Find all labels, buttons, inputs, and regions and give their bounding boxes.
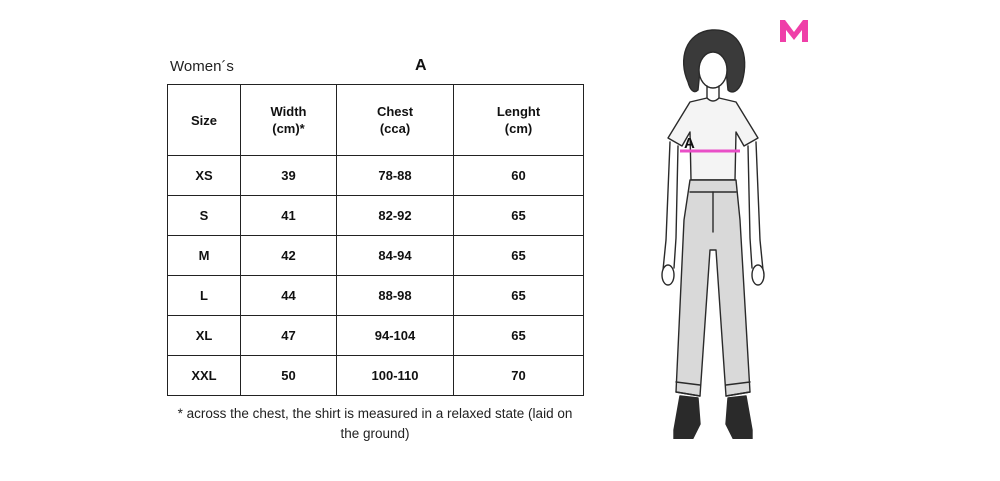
cell-length: 65	[454, 316, 584, 356]
tshirt-shape	[668, 98, 758, 180]
column-header-line: Chest	[376, 104, 414, 119]
cell-size: L	[168, 276, 241, 316]
cell-width: 41	[241, 196, 337, 236]
left-arm-shape	[663, 142, 678, 270]
left-shoe-shape	[674, 396, 700, 440]
cell-size: XS	[168, 156, 241, 196]
table-row	[168, 236, 584, 276]
cell-chest: 82-92	[337, 196, 454, 236]
cell-chest: 78-88	[337, 156, 454, 196]
model-illustration	[630, 20, 800, 460]
cell-size: XXL	[168, 356, 241, 396]
column-header-line: Size	[190, 112, 217, 128]
cell-width: 39	[241, 156, 337, 196]
table-header-row	[168, 85, 584, 156]
table-row	[168, 316, 584, 356]
column-header-line: (cm)	[504, 121, 533, 136]
table-row	[168, 156, 584, 196]
cell-chest: 84-94	[337, 236, 454, 276]
measure-letter: A	[415, 57, 427, 74]
right-shoe-shape	[726, 396, 752, 440]
cell-size: S	[168, 196, 241, 236]
cell-chest: 94-104	[337, 316, 454, 356]
gender-label: Women´s	[170, 58, 234, 75]
table-row	[168, 276, 584, 316]
column-header-line: Width	[270, 104, 307, 119]
right-hand-shape	[752, 265, 764, 285]
cell-length: 65	[454, 276, 584, 316]
column-header-line: Lenght	[496, 104, 541, 119]
cell-length: 65	[454, 236, 584, 276]
column-header-line: (cca)	[379, 121, 411, 136]
size-table	[167, 84, 584, 396]
cell-size: XL	[168, 316, 241, 356]
measurement-note: * across the chest, the shirt is measured in a relaxed state (laid on the ground)	[177, 406, 573, 441]
cell-width: 50	[241, 356, 337, 396]
cell-chest: 88-98	[337, 276, 454, 316]
face-shape	[699, 52, 727, 88]
table-row	[168, 196, 584, 236]
cell-length: 65	[454, 196, 584, 236]
cell-length: 70	[454, 356, 584, 396]
cell-chest: 100-110	[337, 356, 454, 396]
cell-size: M	[168, 236, 241, 276]
column-header-line: (cm)*	[272, 121, 305, 136]
left-hand-shape	[662, 265, 674, 285]
table-row	[168, 356, 584, 396]
chest-measure-label: A	[684, 135, 695, 152]
right-arm-shape	[748, 142, 763, 270]
column-header-size	[168, 85, 241, 156]
cell-width: 47	[241, 316, 337, 356]
cell-width: 42	[241, 236, 337, 276]
column-header-chest	[337, 85, 454, 156]
column-header-width	[241, 85, 337, 156]
cell-length: 60	[454, 156, 584, 196]
cell-width: 44	[241, 276, 337, 316]
column-header-length	[454, 85, 584, 156]
